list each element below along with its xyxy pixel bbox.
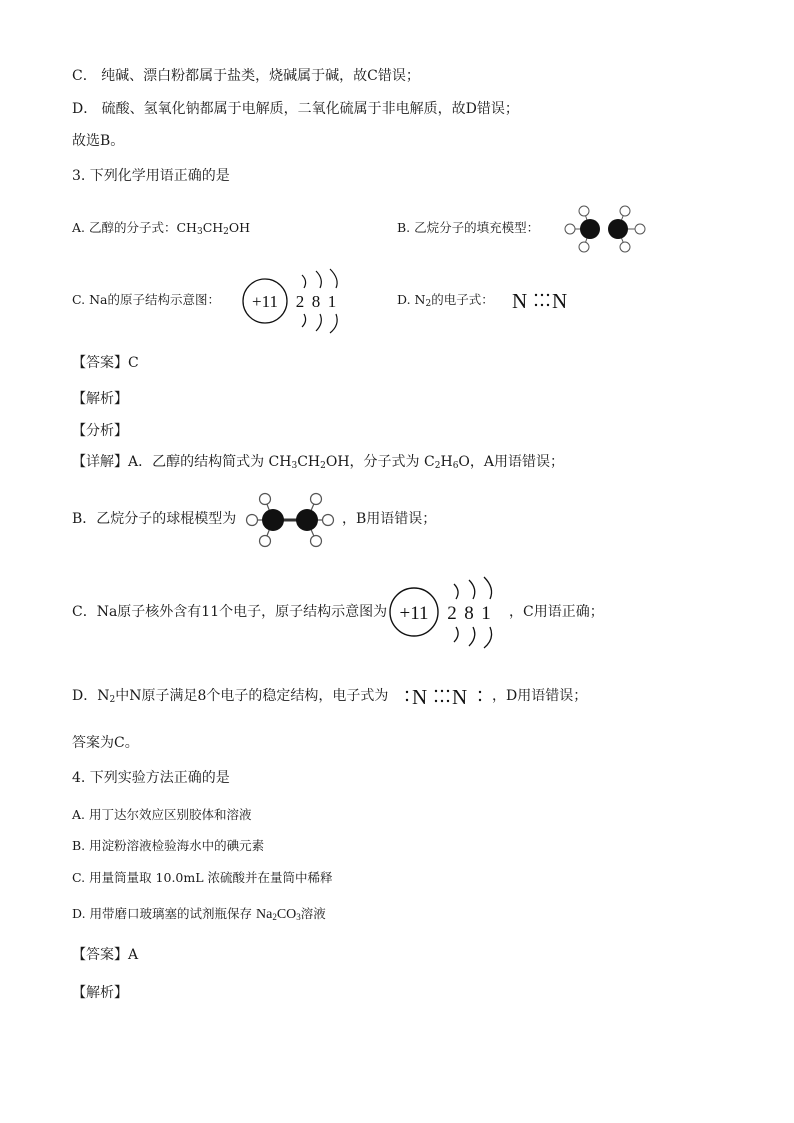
n2-electron-formula-option — [512, 286, 574, 314]
q3-option-d-label: D. $N_2$的电子式： — [397, 292, 494, 309]
q3-detail-b-post: ，B用语错误； — [342, 511, 437, 527]
na-shell-3: 1 — [327, 292, 337, 311]
q4-answer: 【答案】A — [72, 947, 139, 963]
q3-option-a-formula: $CH_3CH_2OH$ — [176, 220, 251, 237]
ethane-space-filling-model — [560, 204, 650, 254]
q3-detail-b-pre: B．乙烷分子的球棍模型为 — [72, 511, 237, 527]
svg-text:2: 2 — [447, 603, 457, 624]
ethane-ball-and-stick-model — [240, 490, 340, 550]
svg-text:N: N — [552, 289, 568, 313]
q3-detail-d-pre: D．$N_2$中N原子满足8个电子的稳定结构，电子式为 — [72, 688, 389, 705]
q4-analysis-tag: 【解析】 — [72, 985, 128, 1001]
q3-option-c-label: C. Na的原子结构示意图： — [72, 292, 220, 307]
q3-detail-c-post: ，C用语正确； — [509, 604, 604, 620]
q3-answer: 【答案】C — [72, 355, 139, 371]
q4-option-d: D. 用带磨口玻璃塞的试剂瓶保存 $Na_2CO_3$溶液 — [72, 906, 326, 922]
q3-option-a-label: A. 乙醇的分子式： — [72, 220, 177, 235]
svg-text:N: N — [412, 685, 428, 709]
q3-stem: 3. 下列化学用语正确的是 — [72, 168, 230, 184]
q3-fenxi-tag: 【分析】 — [72, 423, 128, 439]
na-nucleus-charge: +11 — [252, 292, 278, 311]
na2co3-formula: $Na_2CO_3$ — [256, 907, 301, 922]
n2-full-electron-formula — [404, 682, 486, 710]
line-choose-b: 故选B。 — [72, 133, 125, 149]
q3-detail-a: 【详解】A．乙醇的结构简式为 $CH_3CH_2OH$，分子式为 $C_2H_6O$，A用语错误； — [72, 454, 565, 471]
q3-detail-d-post: ，D用语错误； — [492, 688, 588, 704]
q4-option-a: A. 用丁达尔效应区别胶体和溶液 — [72, 807, 252, 822]
na-shell-2: 8 — [311, 292, 321, 311]
line-c-previous: C． 纯碱、漂白粉都属于盐类，烧碱属于碱，故C错误； — [72, 68, 420, 84]
na-atom-structure-diagram — [242, 268, 352, 334]
svg-text:+11: +11 — [399, 603, 429, 624]
q3-analysis-tag: 【解析】 — [72, 391, 128, 407]
svg-text:8: 8 — [464, 603, 474, 624]
q3-option-b-label: B. 乙烷分子的填充模型： — [397, 220, 540, 235]
q4-stem: 4. 下列实验方法正确的是 — [72, 770, 230, 786]
q4-option-c: C. 用量筒量取 10.0mL 浓硫酸并在量筒中稀释 — [72, 870, 333, 885]
na-atom-structure-detail — [389, 575, 509, 649]
line-d-previous: D． 硫酸、氢氧化钠都属于电解质，二氧化硫属于非电解质，故D错误； — [72, 101, 519, 117]
q4-option-b: B. 用淀粉溶液检验海水中的碘元素 — [72, 838, 265, 853]
svg-text:1: 1 — [481, 603, 491, 624]
q3-detail-c-pre: C．Na原子核外含有11个电子，原子结构示意图为 — [72, 604, 388, 620]
svg-text:N: N — [452, 685, 468, 709]
na-shell-1: 2 — [295, 292, 305, 311]
q3-conclusion: 答案为C。 — [72, 735, 139, 751]
svg-text:N: N — [512, 289, 528, 313]
q3-option-a — [72, 218, 250, 242]
